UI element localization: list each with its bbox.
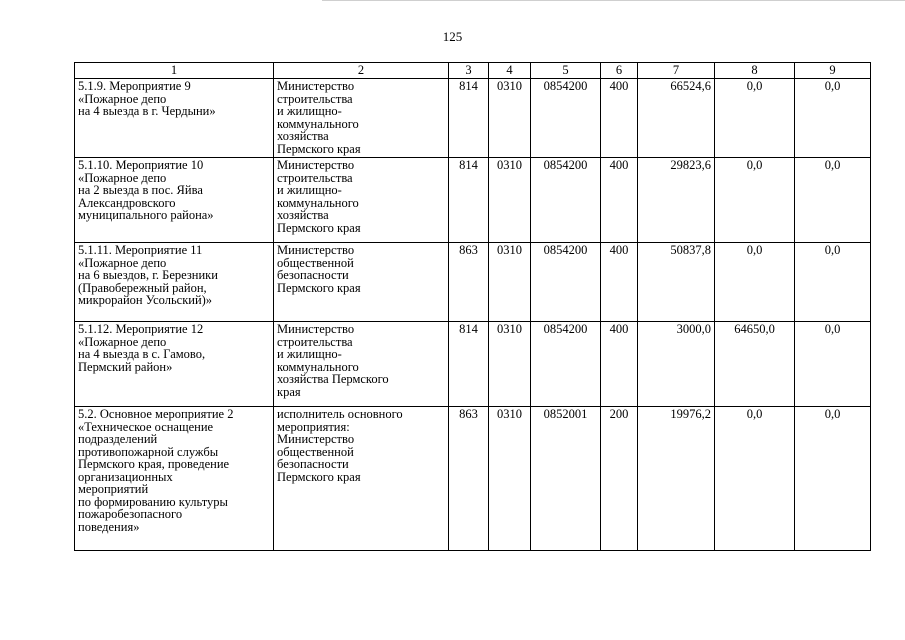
amount-col7-cell: 66524,6 (638, 79, 715, 158)
table-row (75, 407, 871, 551)
amount-col8-cell: 0,0 (715, 243, 795, 322)
header-col-8: 8 (715, 63, 795, 79)
header-col-2: 2 (274, 63, 449, 79)
target-code-cell: 0852001 (531, 407, 601, 551)
header-col-1: 1 (75, 63, 274, 79)
event-name-cell: 5.1.10. Мероприятие 10 «Пожарное депо на 2 выезда в пос. Яйва Александровского муниципального района» (75, 158, 274, 243)
executor-cell: исполнитель основного мероприятия: Министерство общественной безопасности Пермского края (274, 407, 449, 551)
target-code-cell: 0854200 (531, 322, 601, 407)
top-edge-line (322, 0, 905, 1)
admin-code-cell: 863 (449, 243, 489, 322)
event-name-cell: 5.1.12. Мероприятие 12 «Пожарное депо на 4 выезда в с. Гамово, Пермский район» (75, 322, 274, 407)
header-col-7: 7 (638, 63, 715, 79)
event-name-cell: 5.2. Основное мероприятие 2 «Техническое оснащение подразделений противопожарной службы Пермского края, проведение организационных мероприятий по формированию культуры пожаробезопасного поведения» (75, 407, 274, 551)
table-row (75, 322, 871, 407)
amount-col8-cell: 0,0 (715, 158, 795, 243)
header-row (75, 63, 871, 79)
target-code-cell: 0854200 (531, 79, 601, 158)
amount-col8-cell: 64650,0 (715, 322, 795, 407)
amount-col9-cell: 0,0 (795, 322, 871, 407)
admin-code-cell: 814 (449, 158, 489, 243)
expense-type-cell: 400 (601, 243, 638, 322)
executor-cell: Министерство строительства и жилищно- коммунального хозяйства Пермского края (274, 158, 449, 243)
table-row (75, 79, 871, 158)
expense-type-cell: 200 (601, 407, 638, 551)
admin-code-cell: 814 (449, 79, 489, 158)
section-code-cell: 0310 (489, 243, 531, 322)
executor-cell: Министерство строительства и жилищно- коммунального хозяйства Пермского края (274, 322, 449, 407)
header-col-6: 6 (601, 63, 638, 79)
event-name-cell: 5.1.9. Мероприятие 9 «Пожарное депо на 4 выезда в г. Чердыни» (75, 79, 274, 158)
amount-col7-cell: 29823,6 (638, 158, 715, 243)
admin-code-cell: 814 (449, 322, 489, 407)
section-code-cell: 0310 (489, 158, 531, 243)
amount-col9-cell: 0,0 (795, 158, 871, 243)
section-code-cell: 0310 (489, 322, 531, 407)
amount-col9-cell: 0,0 (795, 407, 871, 551)
amount-col8-cell: 0,0 (715, 407, 795, 551)
section-code-cell: 0310 (489, 79, 531, 158)
amount-col9-cell: 0,0 (795, 79, 871, 158)
amount-col7-cell: 19976,2 (638, 407, 715, 551)
target-code-cell: 0854200 (531, 158, 601, 243)
event-name-cell: 5.1.11. Мероприятие 11 «Пожарное депо на 6 выездов, г. Березники (Правобережный район, микрорайон Усольский)» (75, 243, 274, 322)
table-row (75, 158, 871, 243)
admin-code-cell: 863 (449, 407, 489, 551)
amount-col9-cell: 0,0 (795, 243, 871, 322)
header-col-9: 9 (795, 63, 871, 79)
amount-col7-cell: 50837,8 (638, 243, 715, 322)
expense-type-cell: 400 (601, 158, 638, 243)
expense-type-cell: 400 (601, 322, 638, 407)
executor-cell: Министерство общественной безопасности Пермского края (274, 243, 449, 322)
executor-cell: Министерство строительства и жилищно- коммунального хозяйства Пермского края (274, 79, 449, 158)
amount-col7-cell: 3000,0 (638, 322, 715, 407)
header-col-5: 5 (531, 63, 601, 79)
amount-col8-cell: 0,0 (715, 79, 795, 158)
target-code-cell: 0854200 (531, 243, 601, 322)
table-row (75, 243, 871, 322)
page-number: 125 (442, 29, 463, 44)
expense-type-cell: 400 (601, 79, 638, 158)
header-col-4: 4 (489, 63, 531, 79)
budget-table (74, 62, 871, 551)
section-code-cell: 0310 (489, 407, 531, 551)
header-col-3: 3 (449, 63, 489, 79)
